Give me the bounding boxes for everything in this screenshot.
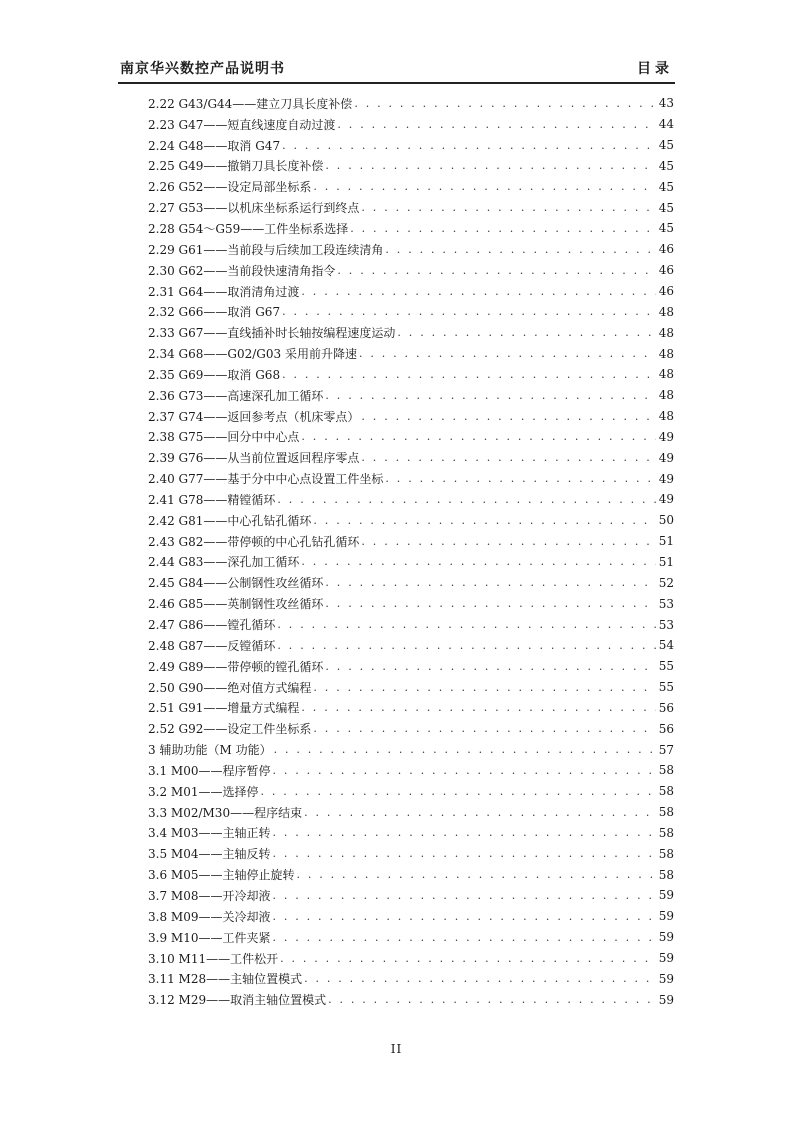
dot-leader [282, 305, 656, 318]
toc-entry-number: 3.2 [148, 784, 168, 799]
toc-entry-title: G74——返回参考点（机床零点） [178, 409, 360, 424]
toc-entry-page: 58 [658, 867, 674, 882]
toc-entry-number: 2.36 [148, 388, 175, 403]
dot-leader [385, 472, 655, 485]
toc-entry-label [148, 804, 304, 821]
toc-entry-number: 2.24 [148, 138, 175, 153]
toc-entry-number: 2.43 [148, 534, 175, 549]
dot-leader [272, 826, 655, 839]
toc-entry-number: 3.5 [148, 847, 168, 862]
toc-entry-page: 49 [658, 450, 674, 465]
toc-entry[interactable] [148, 968, 674, 989]
toc-entry-label [148, 241, 385, 258]
toc-entry-label [148, 345, 359, 362]
toc-entry-label [148, 387, 325, 404]
toc-entry-label [148, 512, 313, 529]
toc-entry-number: 2.42 [148, 513, 175, 528]
toc-entry-title: G69——取消 G68 [178, 367, 281, 382]
toc-entry-title: G67——直线插补时长轴按编程速度运动 [178, 326, 396, 341]
dot-leader [282, 368, 656, 381]
toc-entry-number: 2.32 [148, 305, 175, 320]
toc-entry-number: 2.46 [148, 597, 175, 612]
dot-leader [337, 264, 655, 277]
dot-leader [301, 285, 655, 298]
toc-entry[interactable] [148, 635, 674, 656]
toc-entry-title: G86——镗孔循环 [178, 618, 276, 633]
toc-entry-page: 48 [658, 388, 674, 403]
toc-entry-page: 59 [658, 930, 674, 945]
toc-entry-page: 43 [658, 96, 674, 111]
toc-entry-number: 2.34 [148, 347, 175, 362]
toc-entry-number: 2.30 [148, 263, 175, 278]
toc-entry[interactable] [148, 218, 674, 239]
dot-leader [301, 430, 655, 443]
toc-entry-number: 2.49 [148, 659, 175, 674]
toc-entry-page: 48 [658, 409, 674, 424]
dot-leader [272, 931, 655, 944]
toc-entry-page: 45 [658, 221, 674, 236]
toc-entry-number: 2.41 [148, 492, 175, 507]
toc-entry[interactable] [148, 468, 674, 489]
toc-entry-label [148, 428, 301, 445]
toc-entry-page: 58 [658, 825, 674, 840]
toc-entry[interactable] [148, 176, 674, 197]
toc-entry-number: 2.39 [148, 451, 175, 466]
toc-entry-number: 2.29 [148, 242, 175, 257]
toc-entry-title: M01——选择停 [170, 784, 259, 799]
dot-leader [313, 681, 655, 694]
toc-entry-label [148, 887, 272, 904]
toc-entry-number: 2.37 [148, 409, 175, 424]
dot-leader [385, 243, 655, 256]
toc-entry[interactable] [148, 114, 674, 135]
toc-entry-label [148, 845, 272, 862]
toc-entry-page: 48 [658, 304, 674, 319]
toc-entry-label [148, 283, 301, 300]
toc-entry-number: 2.25 [148, 159, 175, 174]
toc-entry-number: 3.11 [148, 972, 175, 987]
toc-entry-title: M28——主轴位置模式 [178, 972, 303, 987]
dot-leader [337, 118, 655, 131]
toc-entry-title: M05——主轴停止旋转 [170, 868, 295, 883]
toc-entry-title: M08——开冷却液 [170, 888, 271, 903]
page-number: II [390, 1042, 403, 1056]
toc-entry-page: 51 [658, 534, 674, 549]
dot-leader [361, 201, 655, 214]
toc-entry-page: 57 [658, 742, 674, 757]
toc-entry-number: 3.3 [148, 805, 168, 820]
toc-entry-label [148, 950, 280, 967]
dot-leader [328, 993, 656, 1006]
toc-entry-page: 46 [658, 263, 674, 278]
toc-entry-number: 2.27 [148, 201, 175, 216]
toc-entry-page: 48 [658, 346, 674, 361]
toc-entry-page: 45 [658, 138, 674, 153]
dot-leader [397, 326, 655, 339]
dot-leader [325, 597, 655, 610]
toc-entry-label [148, 116, 337, 133]
dot-leader [304, 972, 656, 985]
toc-entry[interactable] [148, 322, 674, 343]
toc-entry-number: 3.4 [148, 826, 168, 841]
dot-leader [325, 159, 655, 172]
toc-entry[interactable] [148, 718, 674, 739]
toc-entry-label [148, 866, 296, 883]
toc-entry-number: 2.52 [148, 722, 175, 737]
toc-entry-page: 59 [658, 909, 674, 924]
toc-entry-title: G53——以机床坐标系运行到终点 [178, 201, 360, 216]
toc-entry[interactable] [148, 406, 674, 427]
toc-entry-number: 3.10 [148, 951, 175, 966]
toc-entry-number: 3.7 [148, 888, 168, 903]
toc-entry[interactable] [148, 697, 674, 718]
toc-entry-page: 49 [658, 492, 674, 507]
document-title: 南京华兴数控产品说明书 [120, 61, 285, 77]
dot-leader [313, 514, 655, 527]
toc-entry-title: G43/G44——建立刀具长度补偿 [178, 96, 353, 111]
toc-entry-page: 55 [658, 680, 674, 695]
dot-leader [361, 451, 655, 464]
toc-entry[interactable] [148, 281, 674, 302]
toc-entry-number: 2.22 [148, 96, 175, 111]
dot-leader [260, 785, 655, 798]
toc-entry-number: 2.51 [148, 701, 175, 716]
toc-entry-title: G48——取消 G47 [178, 138, 281, 153]
section-title: 目录 [637, 61, 673, 77]
toc-entry-title: G47——短直线速度自动过渡 [178, 117, 336, 132]
toc-entry-number: 2.44 [148, 555, 175, 570]
toc-entry-title: G62——当前段快速清角指令 [178, 263, 336, 278]
toc-entry-page: 56 [658, 721, 674, 736]
dot-leader [325, 576, 655, 589]
toc-entry[interactable] [148, 531, 674, 552]
toc-entry[interactable] [148, 948, 674, 969]
toc-entry-title: G78——精镗循环 [178, 492, 276, 507]
toc-entry-number: 2.26 [148, 180, 175, 195]
toc-entry-title: M29——取消主轴位置模式 [178, 993, 327, 1008]
toc-entry-number: 2.48 [148, 638, 175, 653]
toc-entry[interactable] [148, 739, 674, 760]
dot-leader [359, 347, 656, 360]
dot-leader [304, 806, 656, 819]
toc-entry-label [148, 908, 272, 925]
toc-entry-title: G82——带停顿的中心孔钻孔循环 [178, 534, 360, 549]
toc-entry-page: 52 [658, 575, 674, 590]
toc-entry-label [148, 616, 277, 633]
toc-entry-label [148, 970, 304, 987]
toc-entry[interactable] [148, 802, 674, 823]
toc-entry[interactable] [148, 677, 674, 698]
toc-entry[interactable] [148, 197, 674, 218]
toc-entry-label [148, 929, 272, 946]
toc-entry[interactable] [148, 343, 674, 364]
toc-entry-title: G91——增量方式编程 [178, 701, 300, 716]
toc-entry[interactable] [148, 593, 674, 614]
toc-entry-label [148, 366, 282, 383]
toc-entry-number: 3.1 [148, 763, 168, 778]
toc-entry-page: 53 [658, 596, 674, 611]
toc-entry-label [148, 95, 354, 112]
toc-entry-label [148, 679, 313, 696]
toc-entry-label [148, 262, 337, 279]
toc-entry[interactable] [148, 656, 674, 677]
toc-entry-title: G87——反镗循环 [178, 638, 276, 653]
dot-leader [350, 222, 655, 235]
toc-entry-page: 58 [658, 763, 674, 778]
toc-entry-page: 51 [658, 554, 674, 569]
dot-leader [325, 389, 655, 402]
toc-entry[interactable] [148, 885, 674, 906]
toc-entry[interactable] [148, 364, 674, 385]
toc-entry-title: M00——程序暂停 [170, 763, 271, 778]
dot-leader [296, 868, 655, 881]
toc-entry[interactable] [148, 135, 674, 156]
toc-entry-page: 50 [658, 513, 674, 528]
dot-leader [272, 847, 655, 860]
toc-entry-title: G66——取消 G67 [178, 305, 281, 320]
toc-entry-title: G75——回分中中心点 [178, 430, 300, 445]
toc-entry-title: G81——中心孔钻孔循环 [178, 513, 312, 528]
toc-entry-label [148, 303, 282, 320]
toc-entry-label [148, 324, 397, 341]
dot-leader [361, 410, 655, 423]
toc-entry[interactable] [148, 927, 674, 948]
toc-entry-title: G84——公制钢性攻丝循环 [178, 576, 324, 591]
toc-entry-page: 45 [658, 179, 674, 194]
toc-entry-label [148, 491, 277, 508]
toc-entry-number: 2.50 [148, 680, 175, 695]
toc-entry-title: G77——基于分中中心点设置工件坐标 [178, 472, 384, 487]
dot-leader [282, 139, 656, 152]
toc-entry[interactable] [148, 93, 674, 114]
toc-entry-page: 59 [658, 951, 674, 966]
dot-leader [274, 743, 656, 756]
toc-entry-label [148, 824, 272, 841]
toc-entry-number: 3.8 [148, 909, 168, 924]
toc-entry-title: G54～G59——工件坐标系选择 [178, 221, 349, 236]
toc-entry-page: 58 [658, 784, 674, 799]
toc-entry-title: G49——撤销刀具长度补偿 [178, 159, 324, 174]
toc-entry-label [148, 574, 325, 591]
toc-entry-label [148, 470, 385, 487]
toc-entry-title: M02/M30——程序结束 [170, 805, 303, 820]
header-divider [118, 82, 675, 84]
dot-leader [354, 97, 655, 110]
toc-entry-page: 55 [658, 659, 674, 674]
toc-entry-page: 59 [658, 971, 674, 986]
toc-entry-number: 2.40 [148, 472, 175, 487]
toc-entry-number: 3.12 [148, 993, 175, 1008]
toc-entry[interactable] [148, 385, 674, 406]
toc-entry-label [148, 762, 272, 779]
toc-entry-title: M09——关冷却液 [170, 909, 271, 924]
toc-entry[interactable] [148, 260, 674, 281]
toc-entry-page: 46 [658, 242, 674, 257]
toc-entry-page: 54 [658, 638, 674, 653]
toc-entry-page: 46 [658, 284, 674, 299]
toc-entry-number: 2.47 [148, 618, 175, 633]
toc-entry-number: 2.45 [148, 576, 175, 591]
dot-leader [272, 910, 655, 923]
toc-entry-label [148, 408, 361, 425]
toc-entry[interactable] [148, 156, 674, 177]
toc-entry-number: 3.9 [148, 930, 168, 945]
toc-entry[interactable] [148, 489, 674, 510]
toc-entry-label [148, 178, 313, 195]
dot-leader [301, 701, 655, 714]
toc-entry-label [148, 658, 325, 675]
dot-leader [361, 535, 655, 548]
toc-entry[interactable] [148, 864, 674, 885]
toc-entry-label [148, 699, 301, 716]
dot-leader [272, 764, 655, 777]
toc-entry[interactable] [148, 823, 674, 844]
toc-entry-label [148, 720, 313, 737]
toc-entry-page: 48 [658, 325, 674, 340]
toc-entry-label [148, 595, 325, 612]
dot-leader [277, 493, 655, 506]
toc-entry-number: 2.28 [148, 221, 175, 236]
table-of-contents [148, 93, 674, 1010]
toc-entry-title: G64——取消清角过渡 [178, 284, 300, 299]
toc-entry-title: 辅助功能（M 功能） [159, 743, 272, 758]
toc-entry-page: 58 [658, 805, 674, 820]
toc-entry-label [148, 199, 361, 216]
toc-entry-page: 44 [658, 117, 674, 132]
toc-entry-title: G90——绝对值方式编程 [178, 680, 312, 695]
toc-entry-page: 45 [658, 200, 674, 215]
toc-entry-title: G83——深孔加工循环 [178, 555, 300, 570]
toc-entry[interactable] [148, 906, 674, 927]
dot-leader [277, 639, 655, 652]
dot-leader [301, 555, 655, 568]
toc-entry-label [148, 137, 282, 154]
toc-entry-number: 2.31 [148, 284, 175, 299]
toc-entry-title: M04——主轴反转 [170, 847, 271, 862]
toc-entry-number: 2.33 [148, 326, 175, 341]
toc-entry[interactable] [148, 552, 674, 573]
toc-entry-label [148, 991, 328, 1008]
toc-entry-page: 59 [658, 992, 674, 1007]
toc-entry-title: G52——设定局部坐标系 [178, 180, 312, 195]
toc-entry-page: 59 [658, 888, 674, 903]
page-header [120, 58, 673, 80]
toc-entry[interactable] [148, 301, 674, 322]
toc-entry-title: G68——G02/G03 采用前升降速 [178, 347, 357, 362]
toc-entry-title: G85——英制钢性攻丝循环 [178, 597, 324, 612]
toc-entry-number: 2.38 [148, 430, 175, 445]
toc-entry-number: 3.6 [148, 868, 168, 883]
dot-leader [277, 618, 655, 631]
toc-entry[interactable] [148, 760, 674, 781]
dot-leader [272, 889, 655, 902]
toc-entry-title: G73——高速深孔加工循环 [178, 388, 324, 403]
toc-entry-title: G76——从当前位置返回程序零点 [178, 451, 360, 466]
toc-entry[interactable] [148, 447, 674, 468]
toc-entry-page: 45 [658, 158, 674, 173]
toc-entry-label [148, 449, 361, 466]
toc-entry-label [148, 741, 274, 758]
toc-entry[interactable] [148, 781, 674, 802]
toc-entry[interactable] [148, 510, 674, 531]
toc-entry-page: 56 [658, 700, 674, 715]
toc-entry-label [148, 783, 260, 800]
toc-entry-label [148, 637, 277, 654]
toc-entry-number: 2.35 [148, 367, 175, 382]
toc-entry[interactable] [148, 843, 674, 864]
dot-leader [313, 722, 655, 735]
toc-entry-title: M03——主轴正转 [170, 826, 271, 841]
toc-entry-page: 49 [658, 429, 674, 444]
toc-entry[interactable] [148, 989, 674, 1010]
toc-entry-page: 58 [658, 846, 674, 861]
toc-entry[interactable] [148, 427, 674, 448]
toc-entry-number: 2.23 [148, 117, 175, 132]
toc-entry-page: 49 [658, 471, 674, 486]
toc-entry-label [148, 533, 361, 550]
toc-entry-title: M10——工件夹紧 [170, 930, 271, 945]
toc-entry-number: 3 [148, 743, 156, 758]
dot-leader [325, 660, 655, 673]
toc-entry-label [148, 157, 325, 174]
toc-entry[interactable] [148, 614, 674, 635]
toc-entry-page: 53 [658, 617, 674, 632]
toc-entry-title: G61——当前段与后续加工段连续清角 [178, 242, 384, 257]
toc-entry-label [148, 553, 301, 570]
toc-entry[interactable] [148, 239, 674, 260]
dot-leader [280, 952, 656, 965]
toc-entry[interactable] [148, 572, 674, 593]
toc-entry-title: G89——带停顿的镗孔循环 [178, 659, 324, 674]
toc-entry-label [148, 220, 350, 237]
toc-entry-title: M11——工件松开 [178, 951, 279, 966]
toc-entry-title: G92——设定工件坐标系 [178, 722, 312, 737]
toc-entry-page: 48 [658, 367, 674, 382]
dot-leader [313, 180, 655, 193]
